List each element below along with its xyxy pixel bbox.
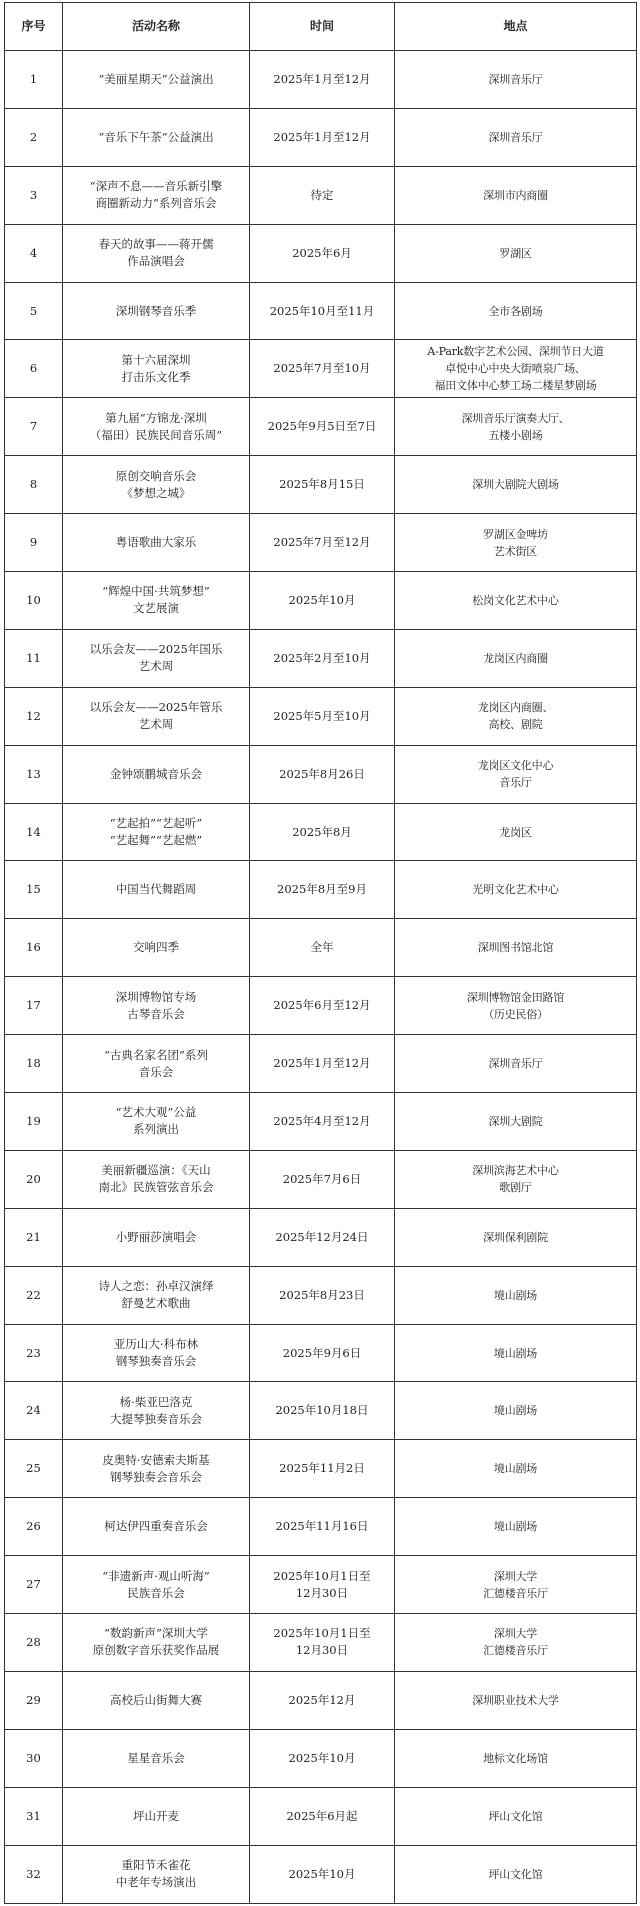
- event-time-line: 2025年9月5日至7日: [267, 419, 377, 434]
- table-row: [5, 687, 637, 745]
- event-name-line: 交响四季: [133, 940, 179, 955]
- event-time-line: 2025年6月: [292, 245, 352, 260]
- event-name-line: 重阳节禾雀花: [121, 1858, 191, 1873]
- table-row: [5, 224, 637, 282]
- event-location-line: 深圳大学: [493, 1627, 538, 1641]
- event-location-cell: [395, 687, 637, 745]
- row-number: 15: [5, 861, 63, 919]
- event-time-cell: [250, 1440, 395, 1498]
- event-location-cell: [395, 1614, 637, 1672]
- event-location-line: 深圳市内商圈: [483, 188, 548, 202]
- event-time-cell: [250, 572, 395, 630]
- table-row: [5, 51, 637, 109]
- event-location-line: 深圳职业技术大学: [472, 1693, 559, 1707]
- event-time-line: 2025年1月至12月: [273, 1056, 371, 1071]
- event-location-line: 全市各剧场: [488, 304, 543, 318]
- table-row: [5, 1208, 637, 1266]
- table-row: [5, 1845, 637, 1903]
- table-row: [5, 977, 637, 1035]
- event-location-line: 龙岗区: [499, 825, 532, 839]
- event-name-cell: [63, 1498, 250, 1556]
- event-name-line: 钢琴独奏音乐会: [115, 1354, 197, 1369]
- event-time-line: 2025年10月1日至: [273, 1568, 371, 1583]
- event-time-cell: [250, 687, 395, 745]
- event-time-line: 2025年6月起: [286, 1808, 358, 1823]
- event-name-line: 中老年专场演出: [115, 1875, 197, 1890]
- event-time-line: 2025年10月1日至: [273, 1626, 371, 1641]
- event-location-cell: [395, 51, 637, 109]
- event-name-cell: [63, 1556, 250, 1614]
- event-time-cell: [250, 745, 395, 803]
- event-name-cell: [63, 1150, 250, 1208]
- event-time-line: 2025年8月26日: [279, 766, 365, 781]
- event-name-cell: [63, 1671, 250, 1729]
- event-name-line: 春天的故事——蒋开儒: [98, 237, 214, 252]
- event-location-cell: [395, 108, 637, 166]
- event-location-cell: [395, 1671, 637, 1729]
- event-name-line: 杨·柴亚巴洛克: [119, 1394, 193, 1409]
- event-time-cell: [250, 456, 395, 514]
- event-location-cell: [395, 1266, 637, 1324]
- table-row: [5, 1440, 637, 1498]
- event-time-line: 2025年12月: [288, 1692, 356, 1707]
- event-location-cell: [395, 1035, 637, 1093]
- event-time-line: 2025年4月至12月: [273, 1113, 371, 1128]
- event-time-line: 2025年12月24日: [275, 1229, 369, 1244]
- event-time-cell: [250, 108, 395, 166]
- table-row: [5, 745, 637, 803]
- event-location-cell: [395, 1324, 637, 1382]
- event-location-line: 龙岗区内商圈、: [477, 701, 554, 715]
- event-name-cell: [63, 1208, 250, 1266]
- header-location: 地点: [395, 3, 637, 51]
- table-row: [5, 572, 637, 630]
- event-time-line: 2025年10月至11月: [269, 303, 375, 318]
- event-time-cell: [250, 1729, 395, 1787]
- event-time-line: 2025年7月6日: [282, 1171, 362, 1186]
- event-location-cell: [395, 745, 637, 803]
- event-name-line: 诗人之恋：孙卓汉演绎: [98, 1279, 214, 1294]
- row-number: 31: [5, 1787, 63, 1845]
- event-name-line: 打击乐文化季: [121, 369, 191, 384]
- row-number: 16: [5, 919, 63, 977]
- event-name-cell: [63, 340, 250, 398]
- event-location-line: （历史民俗）: [483, 1007, 548, 1021]
- event-name-line: 深圳钢琴音乐季: [115, 303, 197, 318]
- event-time-cell: [250, 977, 395, 1035]
- event-name-line: 小野丽莎演唱会: [115, 1229, 197, 1244]
- event-name-cell: [63, 1093, 250, 1151]
- event-name-cell: [63, 687, 250, 745]
- event-location-line: 歌剧厅: [499, 1181, 532, 1195]
- table-row: [5, 919, 637, 977]
- event-name-line: 文艺展演: [133, 601, 179, 616]
- event-time-line: 2025年8月15日: [279, 477, 365, 492]
- event-time-line: 2025年2月至10月: [273, 650, 371, 665]
- event-location-line: 松岗文化艺术中心: [472, 593, 559, 607]
- event-time-line: 2025年7月至10月: [273, 361, 371, 376]
- event-location-cell: [395, 1787, 637, 1845]
- row-number: 26: [5, 1498, 63, 1556]
- event-location-line: 艺术街区: [493, 544, 538, 558]
- event-location-line: 罗湖区金啤坊: [483, 527, 548, 541]
- event-name-line: “古典名家名团”系列: [104, 1047, 208, 1062]
- event-name-line: 《梦想之城》: [121, 485, 191, 500]
- event-location-cell: [395, 1845, 637, 1903]
- event-location-line: 境山剧场: [493, 1346, 538, 1360]
- event-location-cell: [395, 1208, 637, 1266]
- event-time-cell: [250, 1787, 395, 1845]
- event-name-line: 第十六届深圳: [121, 352, 191, 367]
- row-number: 28: [5, 1614, 63, 1672]
- row-number: 19: [5, 1093, 63, 1151]
- event-location-line: 地标文化场馆: [483, 1751, 548, 1765]
- event-time-line: 全年: [310, 940, 334, 955]
- event-location-line: 深圳大剧院大剧场: [472, 478, 559, 492]
- event-name-cell: [63, 398, 250, 456]
- event-name-line: 中国当代舞蹈周: [115, 882, 197, 897]
- row-number: 12: [5, 687, 63, 745]
- event-name-cell: [63, 861, 250, 919]
- event-name-line: 钢琴独奏会音乐会: [110, 1469, 202, 1484]
- table-row: [5, 166, 637, 224]
- event-name-cell: [63, 1845, 250, 1903]
- event-location-cell: [395, 514, 637, 572]
- row-number: 6: [5, 340, 63, 398]
- event-location-cell: [395, 977, 637, 1035]
- event-location-cell: [395, 1498, 637, 1556]
- event-name-line: 商圈新动力”系列音乐会: [95, 196, 217, 211]
- event-location-cell: [395, 1440, 637, 1498]
- event-time-cell: [250, 514, 395, 572]
- event-time-cell: [250, 282, 395, 340]
- table-row: [5, 1787, 637, 1845]
- event-location-cell: [395, 224, 637, 282]
- event-name-line: “艺起拍”“艺起听”: [109, 816, 203, 831]
- event-location-line: 汇德楼音乐厅: [483, 1586, 548, 1600]
- event-time-cell: [250, 1556, 395, 1614]
- event-location-line: 境山剧场: [493, 1404, 538, 1418]
- table-row: [5, 282, 637, 340]
- event-name-cell: [63, 1035, 250, 1093]
- table-row: [5, 1671, 637, 1729]
- event-time-line: 12月30日: [295, 1643, 349, 1658]
- event-time-line: 2025年7月至12月: [273, 535, 371, 550]
- event-name-cell: [63, 1382, 250, 1440]
- event-time-line: 2025年8月: [292, 824, 352, 839]
- row-number: 24: [5, 1382, 63, 1440]
- event-name-line: 民族音乐会: [127, 1585, 185, 1600]
- table-row: [5, 514, 637, 572]
- event-time-line: 2025年11月2日: [279, 1461, 365, 1476]
- event-time-cell: [250, 51, 395, 109]
- event-name-line: 作品演唱会: [127, 254, 185, 269]
- event-name-line: “辉煌中国·共筑梦想”: [102, 584, 210, 599]
- row-number: 2: [5, 108, 63, 166]
- event-name-line: 原创交响音乐会: [115, 468, 197, 483]
- event-time-cell: [250, 1498, 395, 1556]
- event-name-cell: [63, 108, 250, 166]
- event-time-line: 2025年9月6日: [282, 1345, 362, 1360]
- table-row: [5, 340, 637, 398]
- event-name-cell: [63, 51, 250, 109]
- event-time-cell: [250, 1614, 395, 1672]
- event-time-cell: [250, 1093, 395, 1151]
- table-row: [5, 803, 637, 861]
- event-location-cell: [395, 629, 637, 687]
- event-name-cell: [63, 1729, 250, 1787]
- event-name-line: 以乐会友——2025年国乐: [89, 642, 223, 657]
- table-row: [5, 1729, 637, 1787]
- event-time-line: 2025年10月18日: [275, 1403, 369, 1418]
- event-name-line: 坪山开麦: [133, 1808, 179, 1823]
- event-time-cell: [250, 1266, 395, 1324]
- event-name-cell: [63, 282, 250, 340]
- event-time-line: 2025年5月至10月: [273, 708, 371, 723]
- event-location-cell: [395, 166, 637, 224]
- table-row: [5, 861, 637, 919]
- event-name-line: 以乐会友——2025年管乐: [89, 700, 223, 715]
- event-time-cell: [250, 1845, 395, 1903]
- event-time-line: 2025年10月: [288, 592, 356, 607]
- row-number: 3: [5, 166, 63, 224]
- row-number: 5: [5, 282, 63, 340]
- event-location-cell: [395, 803, 637, 861]
- event-name-line: 南北》民族管弦音乐会: [98, 1180, 214, 1195]
- event-name-line: “艺起舞”“艺起燃”: [109, 833, 203, 848]
- event-location-line: 汇德楼音乐厅: [483, 1644, 548, 1658]
- event-location-line: 坪山文化馆: [488, 1867, 543, 1881]
- event-name-line: 第九届“方锦龙·深圳: [105, 410, 207, 425]
- event-time-cell: [250, 1035, 395, 1093]
- event-location-line: 深圳大学: [493, 1569, 538, 1583]
- event-location-line: 音乐厅: [499, 776, 532, 790]
- event-location-cell: [395, 572, 637, 630]
- event-name-line: 音乐会: [138, 1064, 174, 1079]
- event-name-cell: [63, 977, 250, 1035]
- event-time-line: 待定: [310, 187, 334, 202]
- event-name-cell: [63, 224, 250, 282]
- event-name-line: “音乐下午茶”公益演出: [98, 129, 214, 144]
- event-time-line: 2025年8月23日: [279, 1287, 365, 1302]
- event-location-line: 深圳博物馆金田路馆: [466, 990, 565, 1004]
- event-name-line: “艺术大观”公益: [115, 1105, 197, 1120]
- event-name-line: “非遗新声·观山听海”: [102, 1568, 210, 1583]
- event-name-line: 原创数字音乐获奖作品展: [92, 1643, 220, 1658]
- event-name-cell: [63, 514, 250, 572]
- event-location-line: 罗湖区: [499, 246, 532, 260]
- event-location-line: 深圳大剧院: [488, 1114, 543, 1128]
- event-location-line: 福田文体中心梦工场二楼星梦剧场: [434, 379, 597, 393]
- event-time-line: 2025年6月至12月: [273, 998, 371, 1013]
- event-location-line: 境山剧场: [493, 1462, 538, 1476]
- event-time-line: 12月30日: [295, 1585, 349, 1600]
- row-number: 9: [5, 514, 63, 572]
- event-time-cell: [250, 166, 395, 224]
- event-time-cell: [250, 803, 395, 861]
- row-number: 17: [5, 977, 63, 1035]
- event-schedule-table: [4, 2, 637, 1904]
- table-body: [5, 51, 637, 1904]
- event-name-line: 星星音乐会: [127, 1750, 185, 1765]
- event-name-line: 艺术周: [138, 717, 174, 732]
- event-name-cell: [63, 166, 250, 224]
- event-location-cell: [395, 282, 637, 340]
- event-name-line: 亚历山大·科布林: [113, 1337, 199, 1352]
- table-row: [5, 629, 637, 687]
- event-name-line: 皮奥特·安德索夫斯基: [102, 1452, 210, 1467]
- table-row: [5, 1498, 637, 1556]
- event-name-cell: [63, 1787, 250, 1845]
- header-time: 时间: [250, 3, 395, 51]
- row-number: 18: [5, 1035, 63, 1093]
- event-time-cell: [250, 224, 395, 282]
- event-name-cell: [63, 629, 250, 687]
- header-number: 序号: [5, 3, 63, 51]
- event-time-line: 2025年8月至9月: [277, 882, 367, 897]
- table-row: [5, 1093, 637, 1151]
- row-number: 21: [5, 1208, 63, 1266]
- event-location-line: 深圳音乐厅: [488, 130, 543, 144]
- table-row: [5, 1382, 637, 1440]
- row-number: 11: [5, 629, 63, 687]
- event-time-cell: [250, 398, 395, 456]
- event-location-line: 深圳音乐厅: [488, 1057, 543, 1071]
- event-location-cell: [395, 861, 637, 919]
- event-location-line: 深圳滨海艺术中心: [472, 1164, 559, 1178]
- row-number: 22: [5, 1266, 63, 1324]
- row-number: 7: [5, 398, 63, 456]
- event-name-cell: [63, 803, 250, 861]
- schedule-table-container: [4, 2, 636, 1904]
- event-time-cell: [250, 1382, 395, 1440]
- event-location-line: A-Park数字艺术公园、深圳节日大道: [427, 345, 604, 359]
- event-name-line: 柯达伊四重奏音乐会: [104, 1519, 208, 1534]
- event-location-cell: [395, 1093, 637, 1151]
- event-name-cell: [63, 1266, 250, 1324]
- row-number: 13: [5, 745, 63, 803]
- event-location-line: 坪山文化馆: [488, 1809, 543, 1823]
- event-location-cell: [395, 456, 637, 514]
- event-name-cell: [63, 745, 250, 803]
- row-number: 20: [5, 1150, 63, 1208]
- row-number: 30: [5, 1729, 63, 1787]
- event-location-line: 境山剧场: [493, 1288, 538, 1302]
- event-name-line: 古琴音乐会: [127, 1006, 185, 1021]
- event-location-line: 深圳图书馆北馆: [477, 941, 554, 955]
- event-location-line: 光明文化艺术中心: [472, 883, 559, 897]
- event-name-cell: [63, 919, 250, 977]
- event-name-line: 粤语歌曲大家乐: [115, 535, 197, 550]
- event-name-line: “深声不息——音乐新引擎: [89, 179, 223, 194]
- event-name-line: 美丽新疆巡演：《天山: [101, 1163, 211, 1178]
- event-name-line: “数韵新声”深圳大学: [104, 1626, 208, 1641]
- event-location-line: 深圳音乐厅演奏大厅、: [461, 411, 570, 425]
- event-location-line: 境山剧场: [493, 1520, 538, 1534]
- row-number: 32: [5, 1845, 63, 1903]
- event-name-line: 大提琴独奏音乐会: [110, 1411, 202, 1426]
- event-name-line: 舒曼艺术歌曲: [121, 1296, 191, 1311]
- row-number: 25: [5, 1440, 63, 1498]
- row-number: 10: [5, 572, 63, 630]
- table-row: [5, 1035, 637, 1093]
- event-time-cell: [250, 340, 395, 398]
- event-time-line: 2025年11月16日: [275, 1519, 369, 1534]
- event-name-cell: [63, 1614, 250, 1672]
- event-name-line: 金钟颂鹏城音乐会: [110, 766, 202, 781]
- event-location-line: 龙岗区文化中心: [477, 759, 554, 773]
- event-time-cell: [250, 1150, 395, 1208]
- event-time-line: 2025年10月: [288, 1750, 356, 1765]
- event-location-cell: [395, 1382, 637, 1440]
- event-name-line: 深圳博物馆专场: [115, 989, 197, 1004]
- event-name-line: 系列演出: [133, 1122, 179, 1137]
- table-row: [5, 456, 637, 514]
- row-number: 27: [5, 1556, 63, 1614]
- event-location-line: 五楼小剧场: [488, 428, 543, 442]
- event-location-line: 龙岗区内商圈: [483, 651, 548, 665]
- event-time-cell: [250, 1208, 395, 1266]
- row-number: 23: [5, 1324, 63, 1382]
- event-location-line: 高校、剧院: [488, 718, 543, 732]
- table-row: [5, 1150, 637, 1208]
- event-time-cell: [250, 629, 395, 687]
- table-row: [5, 1266, 637, 1324]
- table-row: [5, 1614, 637, 1672]
- event-location-cell: [395, 1150, 637, 1208]
- table-row: [5, 398, 637, 456]
- event-time-line: 2025年1月至12月: [273, 129, 371, 144]
- row-number: 29: [5, 1671, 63, 1729]
- row-number: 4: [5, 224, 63, 282]
- header-event-name: 活动名称: [63, 3, 250, 51]
- event-time-line: 2025年1月至12月: [273, 71, 371, 86]
- table-header-row: [5, 3, 637, 51]
- table-row: [5, 108, 637, 166]
- row-number: 14: [5, 803, 63, 861]
- table-row: [5, 1324, 637, 1382]
- event-time-cell: [250, 861, 395, 919]
- event-name-line: （福田）民族民间音乐周”: [89, 427, 223, 442]
- event-name-cell: [63, 572, 250, 630]
- event-name-line: “美丽星期天”公益演出: [98, 71, 214, 86]
- event-name-line: 艺术周: [138, 659, 174, 674]
- event-name-cell: [63, 1440, 250, 1498]
- row-number: 1: [5, 51, 63, 109]
- event-time-line: 2025年10月: [288, 1866, 356, 1881]
- event-time-cell: [250, 919, 395, 977]
- event-location-cell: [395, 398, 637, 456]
- event-location-cell: [395, 1556, 637, 1614]
- row-number: 8: [5, 456, 63, 514]
- event-name-cell: [63, 456, 250, 514]
- event-location-cell: [395, 340, 637, 398]
- event-location-line: 深圳音乐厅: [488, 72, 543, 86]
- event-name-line: 高校后山街舞大赛: [110, 1692, 202, 1707]
- event-time-cell: [250, 1324, 395, 1382]
- event-name-cell: [63, 1324, 250, 1382]
- event-location-line: 卓悦中心中央大街喷泉广场、: [445, 362, 586, 376]
- event-location-cell: [395, 1729, 637, 1787]
- event-location-cell: [395, 919, 637, 977]
- table-row: [5, 1556, 637, 1614]
- event-time-cell: [250, 1671, 395, 1729]
- event-location-line: 深圳保利剧院: [483, 1230, 548, 1244]
